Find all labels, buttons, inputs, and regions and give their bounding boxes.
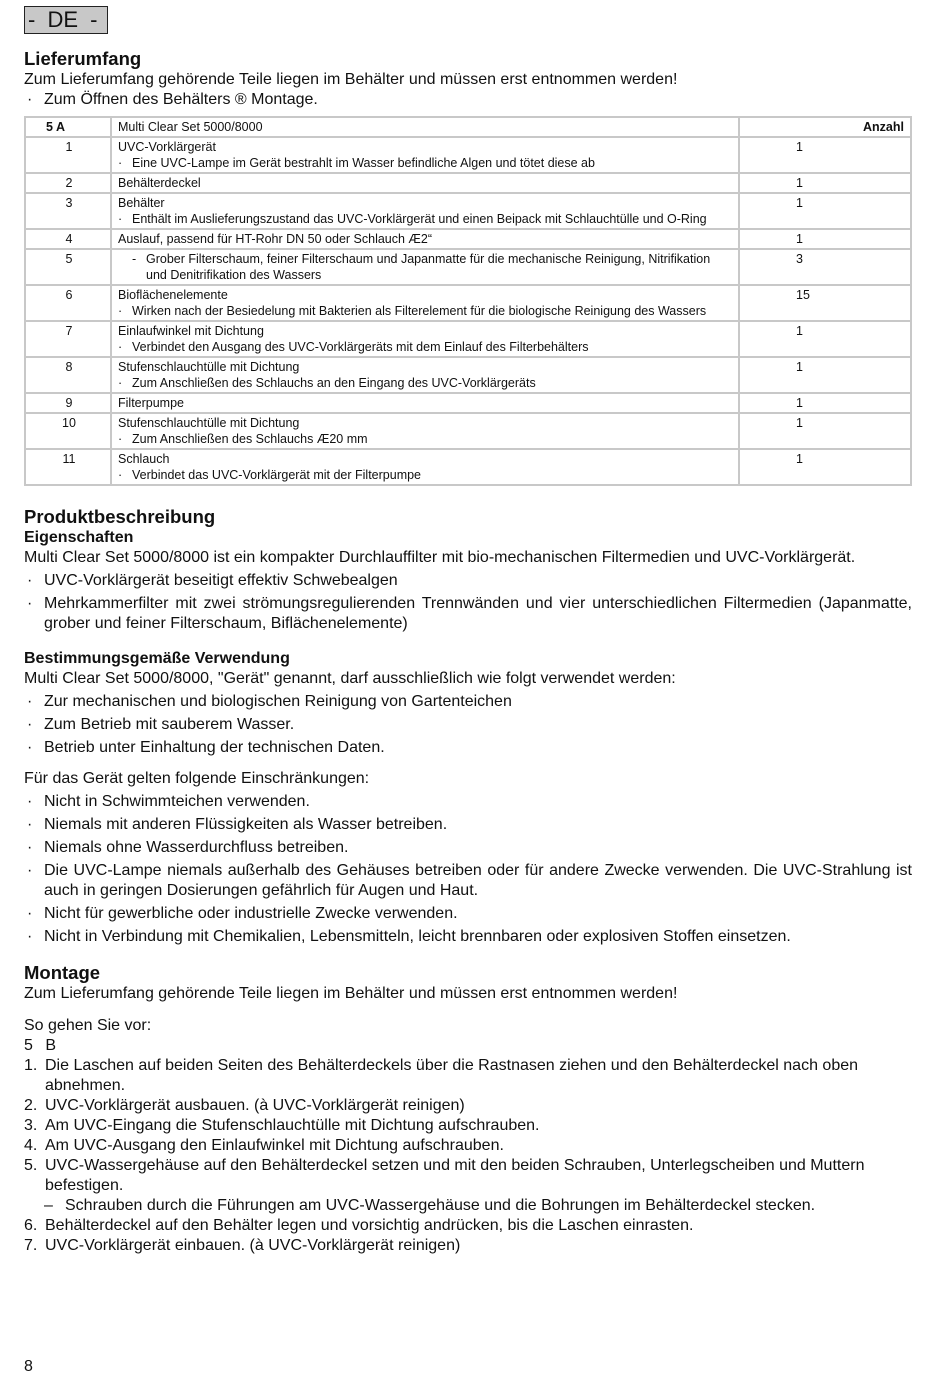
assembly-step: – Schrauben durch die Führungen am UVC-Wassergehäuse und die Bohrungen im Behälterdeckel stecken. bbox=[44, 1197, 816, 1214]
assembly-step: 6. Behälterdeckel auf den Behälter legen und vorsichtig andrücken, bis die Laschen einrasten. bbox=[24, 1217, 694, 1234]
row-quantity: 1 bbox=[739, 321, 911, 357]
assembly-title: Montage bbox=[24, 962, 101, 983]
item-note: · Eine UVC-Lampe im Gerät bestrahlt im Wasser befindliche Algen und tötet diese ab bbox=[118, 156, 595, 170]
intended-use-intro: Multi Clear Set 5000/8000, "Gerät" genannt, darf ausschließlich wie folgt verwendet werden: bbox=[24, 670, 676, 687]
row-quantity: 1 bbox=[739, 173, 911, 193]
item-note: · Verbindet das UVC-Vorklärgerät mit der Filterpumpe bbox=[118, 468, 422, 482]
row-number: 8 bbox=[25, 357, 111, 393]
row-item bbox=[111, 321, 739, 357]
property-item: · Mehrkammerfilter mit zwei strömungsregulierenden Trennwänden und vier unterschiedlichen Filtermedien (Japanmatte, grober und feiner Filterschaum, Biflächenelemente) bbox=[27, 595, 912, 632]
item-name: Bioflächenelemente bbox=[118, 288, 228, 302]
intended-use-list bbox=[24, 692, 912, 758]
row-number: 10 bbox=[25, 413, 111, 449]
row-quantity: 1 bbox=[739, 137, 911, 173]
row-item bbox=[111, 137, 739, 173]
item-name: UVC-Vorklärgerät bbox=[118, 140, 216, 154]
row-quantity: 3 bbox=[739, 249, 911, 285]
table-row bbox=[25, 173, 911, 193]
row-number: 3 bbox=[25, 193, 111, 229]
limitation-item: · Nicht in Schwimmteichen verwenden. bbox=[27, 793, 310, 810]
row-item bbox=[111, 393, 739, 413]
table-header-figure: 5 A bbox=[25, 117, 111, 137]
scope-table bbox=[24, 116, 912, 486]
limitations-list bbox=[24, 792, 912, 947]
item-note: · Wirken nach der Besiedelung mit Bakterien als Filterelement für die biologische Reinigung des Wassers bbox=[118, 304, 707, 318]
row-number: 6 bbox=[25, 285, 111, 321]
row-quantity: 1 bbox=[739, 193, 911, 229]
row-item bbox=[111, 193, 739, 229]
item-note: · Enthält im Auslieferungszustand das UVC-Vorklärgerät und einen Beipack mit Schlauchtülle und O-Ring bbox=[118, 212, 707, 226]
intended-use-title: Bestimmungsgemäße Verwendung bbox=[24, 650, 290, 667]
row-item bbox=[111, 357, 739, 393]
row-number: 2 bbox=[25, 173, 111, 193]
item-name: Stufenschlauchtülle mit Dichtung bbox=[118, 416, 300, 430]
row-quantity: 1 bbox=[739, 357, 911, 393]
item-note: · Verbindet den Ausgang des UVC-Vorklärgeräts mit dem Einlauf des Filterbehälters bbox=[118, 340, 589, 354]
properties-intro: Multi Clear Set 5000/8000 ist ein kompakter Durchlauffilter mit bio-mechanischen Filtermedien und UVC-Vorklärgerät. bbox=[24, 549, 856, 566]
intended-use-item: · Zum Betrieb mit sauberem Wasser. bbox=[27, 716, 295, 733]
limitation-item: · Niemals ohne Wasserdurchfluss betreiben. bbox=[27, 839, 349, 856]
table-row bbox=[25, 229, 911, 249]
row-item bbox=[111, 285, 739, 321]
assembly-step: 3. Am UVC-Eingang die Stufenschlauchtülle mit Dichtung aufschrauben. bbox=[24, 1117, 540, 1134]
table-header-quantity: Anzahl bbox=[739, 117, 911, 137]
table-header-item: Multi Clear Set 5000/8000 bbox=[111, 117, 739, 137]
product-title: Produktbeschreibung bbox=[24, 506, 216, 527]
page-number: 8 bbox=[24, 1358, 33, 1375]
table-row bbox=[25, 413, 911, 449]
table-row bbox=[25, 137, 911, 173]
item-name: Auslauf, passend für HT-Rohr DN 50 oder Schlauch Æ2“ bbox=[118, 232, 433, 246]
row-item bbox=[111, 173, 739, 193]
scope-table-body bbox=[25, 137, 911, 485]
scope-intro: Zum Lieferumfang gehörende Teile liegen im Behälter und müssen erst entnommen werden! bbox=[24, 71, 678, 88]
item-name: Filterpumpe bbox=[118, 396, 184, 410]
assembly-step: 4. Am UVC-Ausgang den Einlaufwinkel mit Dichtung aufschrauben. bbox=[24, 1137, 504, 1154]
assembly-figure-ref: 5 B bbox=[24, 1037, 57, 1054]
item-note: · Zum Anschließen des Schlauchs an den Eingang des UVC-Vorklärgeräts bbox=[118, 376, 536, 390]
row-quantity: 1 bbox=[739, 393, 911, 413]
row-number: 1 bbox=[25, 137, 111, 173]
table-row bbox=[25, 249, 911, 285]
intended-use-item: · Betrieb unter Einhaltung der technischen Daten. bbox=[27, 739, 385, 756]
assembly-steps-list bbox=[24, 1056, 912, 1256]
item-note: · Zum Anschließen des Schlauchs Æ20 mm bbox=[118, 432, 368, 446]
language-badge: - DE - bbox=[24, 6, 108, 34]
limitation-item: · Nicht in Verbindung mit Chemikalien, Lebensmitteln, leicht brennbaren oder explosiven Stoffen einsetzen. bbox=[27, 928, 791, 945]
table-row bbox=[25, 449, 911, 485]
row-number: 9 bbox=[25, 393, 111, 413]
intended-use-item: · Zur mechanischen und biologischen Reinigung von Gartenteichen bbox=[27, 693, 512, 710]
limitation-item: · Die UVC-Lampe niemals außerhalb des Gehäuses betreiben oder für andere Zwecke verwenden. Die UVC-Strahlung ist auch in geringen Dosierungen gefährlich für Augen und Haut. bbox=[27, 862, 912, 899]
properties-title: Eigenschaften bbox=[24, 529, 134, 546]
row-number: 11 bbox=[25, 449, 111, 485]
page-content bbox=[24, 6, 912, 1256]
table-row bbox=[25, 285, 911, 321]
row-quantity: 1 bbox=[739, 449, 911, 485]
assembly-intro: Zum Lieferumfang gehörende Teile liegen im Behälter und müssen erst entnommen werden! bbox=[24, 985, 678, 1002]
scope-table-header bbox=[25, 117, 911, 137]
properties-list bbox=[24, 571, 912, 634]
row-item bbox=[111, 249, 739, 285]
assembly-step: 5. UVC-Wassergehäuse auf den Behälterdeckel setzen und mit den beiden Schrauben, Unterlegscheiben und Muttern befestigen. bbox=[24, 1157, 865, 1194]
property-item: · UVC-Vorklärgerät beseitigt effektiv Schwebealgen bbox=[27, 572, 398, 589]
assembly-howto: So gehen Sie vor: bbox=[24, 1017, 152, 1034]
table-row bbox=[25, 357, 911, 393]
scope-title: Lieferumfang bbox=[24, 48, 142, 69]
row-item bbox=[111, 449, 739, 485]
assembly-step: 1. Die Laschen auf beiden Seiten des Behälterdeckels über die Rastnasen ziehen und den Behälterdeckel nach oben abnehmen. bbox=[24, 1057, 859, 1094]
row-quantity: 1 bbox=[739, 413, 911, 449]
row-number: 7 bbox=[25, 321, 111, 357]
row-item bbox=[111, 229, 739, 249]
row-number: 5 bbox=[25, 249, 111, 285]
table-row bbox=[25, 193, 911, 229]
row-quantity: 15 bbox=[739, 285, 911, 321]
scope-bullet: · Zum Öffnen des Behälters ® Montage. bbox=[27, 91, 318, 108]
assembly-step: 7. UVC-Vorklärgerät einbauen. (à UVC-Vorklärgerät reinigen) bbox=[24, 1237, 461, 1254]
assembly-step: 2. UVC-Vorklärgerät ausbauen. (à UVC-Vorklärgerät reinigen) bbox=[24, 1097, 465, 1114]
row-quantity: 1 bbox=[739, 229, 911, 249]
item-name: Behälterdeckel bbox=[118, 176, 201, 190]
limitations-intro: Für das Gerät gelten folgende Einschränkungen: bbox=[24, 770, 370, 787]
table-row bbox=[25, 393, 911, 413]
item-name: Schlauch bbox=[118, 452, 170, 466]
row-number: 4 bbox=[25, 229, 111, 249]
item-name: Stufenschlauchtülle mit Dichtung bbox=[118, 360, 300, 374]
row-item bbox=[111, 413, 739, 449]
limitation-item: · Niemals mit anderen Flüssigkeiten als Wasser betreiben. bbox=[27, 816, 448, 833]
table-row bbox=[25, 321, 911, 357]
item-note: - Grober Filterschaum, feiner Filterschaum und Japanmatte für die mechanische Reinigung, Nitrifikation und Denitrifikation des Wassers bbox=[132, 252, 711, 282]
item-name: Einlaufwinkel mit Dichtung bbox=[118, 324, 264, 338]
item-name: Behälter bbox=[118, 196, 165, 210]
limitation-item: · Nicht für gewerbliche oder industrielle Zwecke verwenden. bbox=[27, 905, 458, 922]
